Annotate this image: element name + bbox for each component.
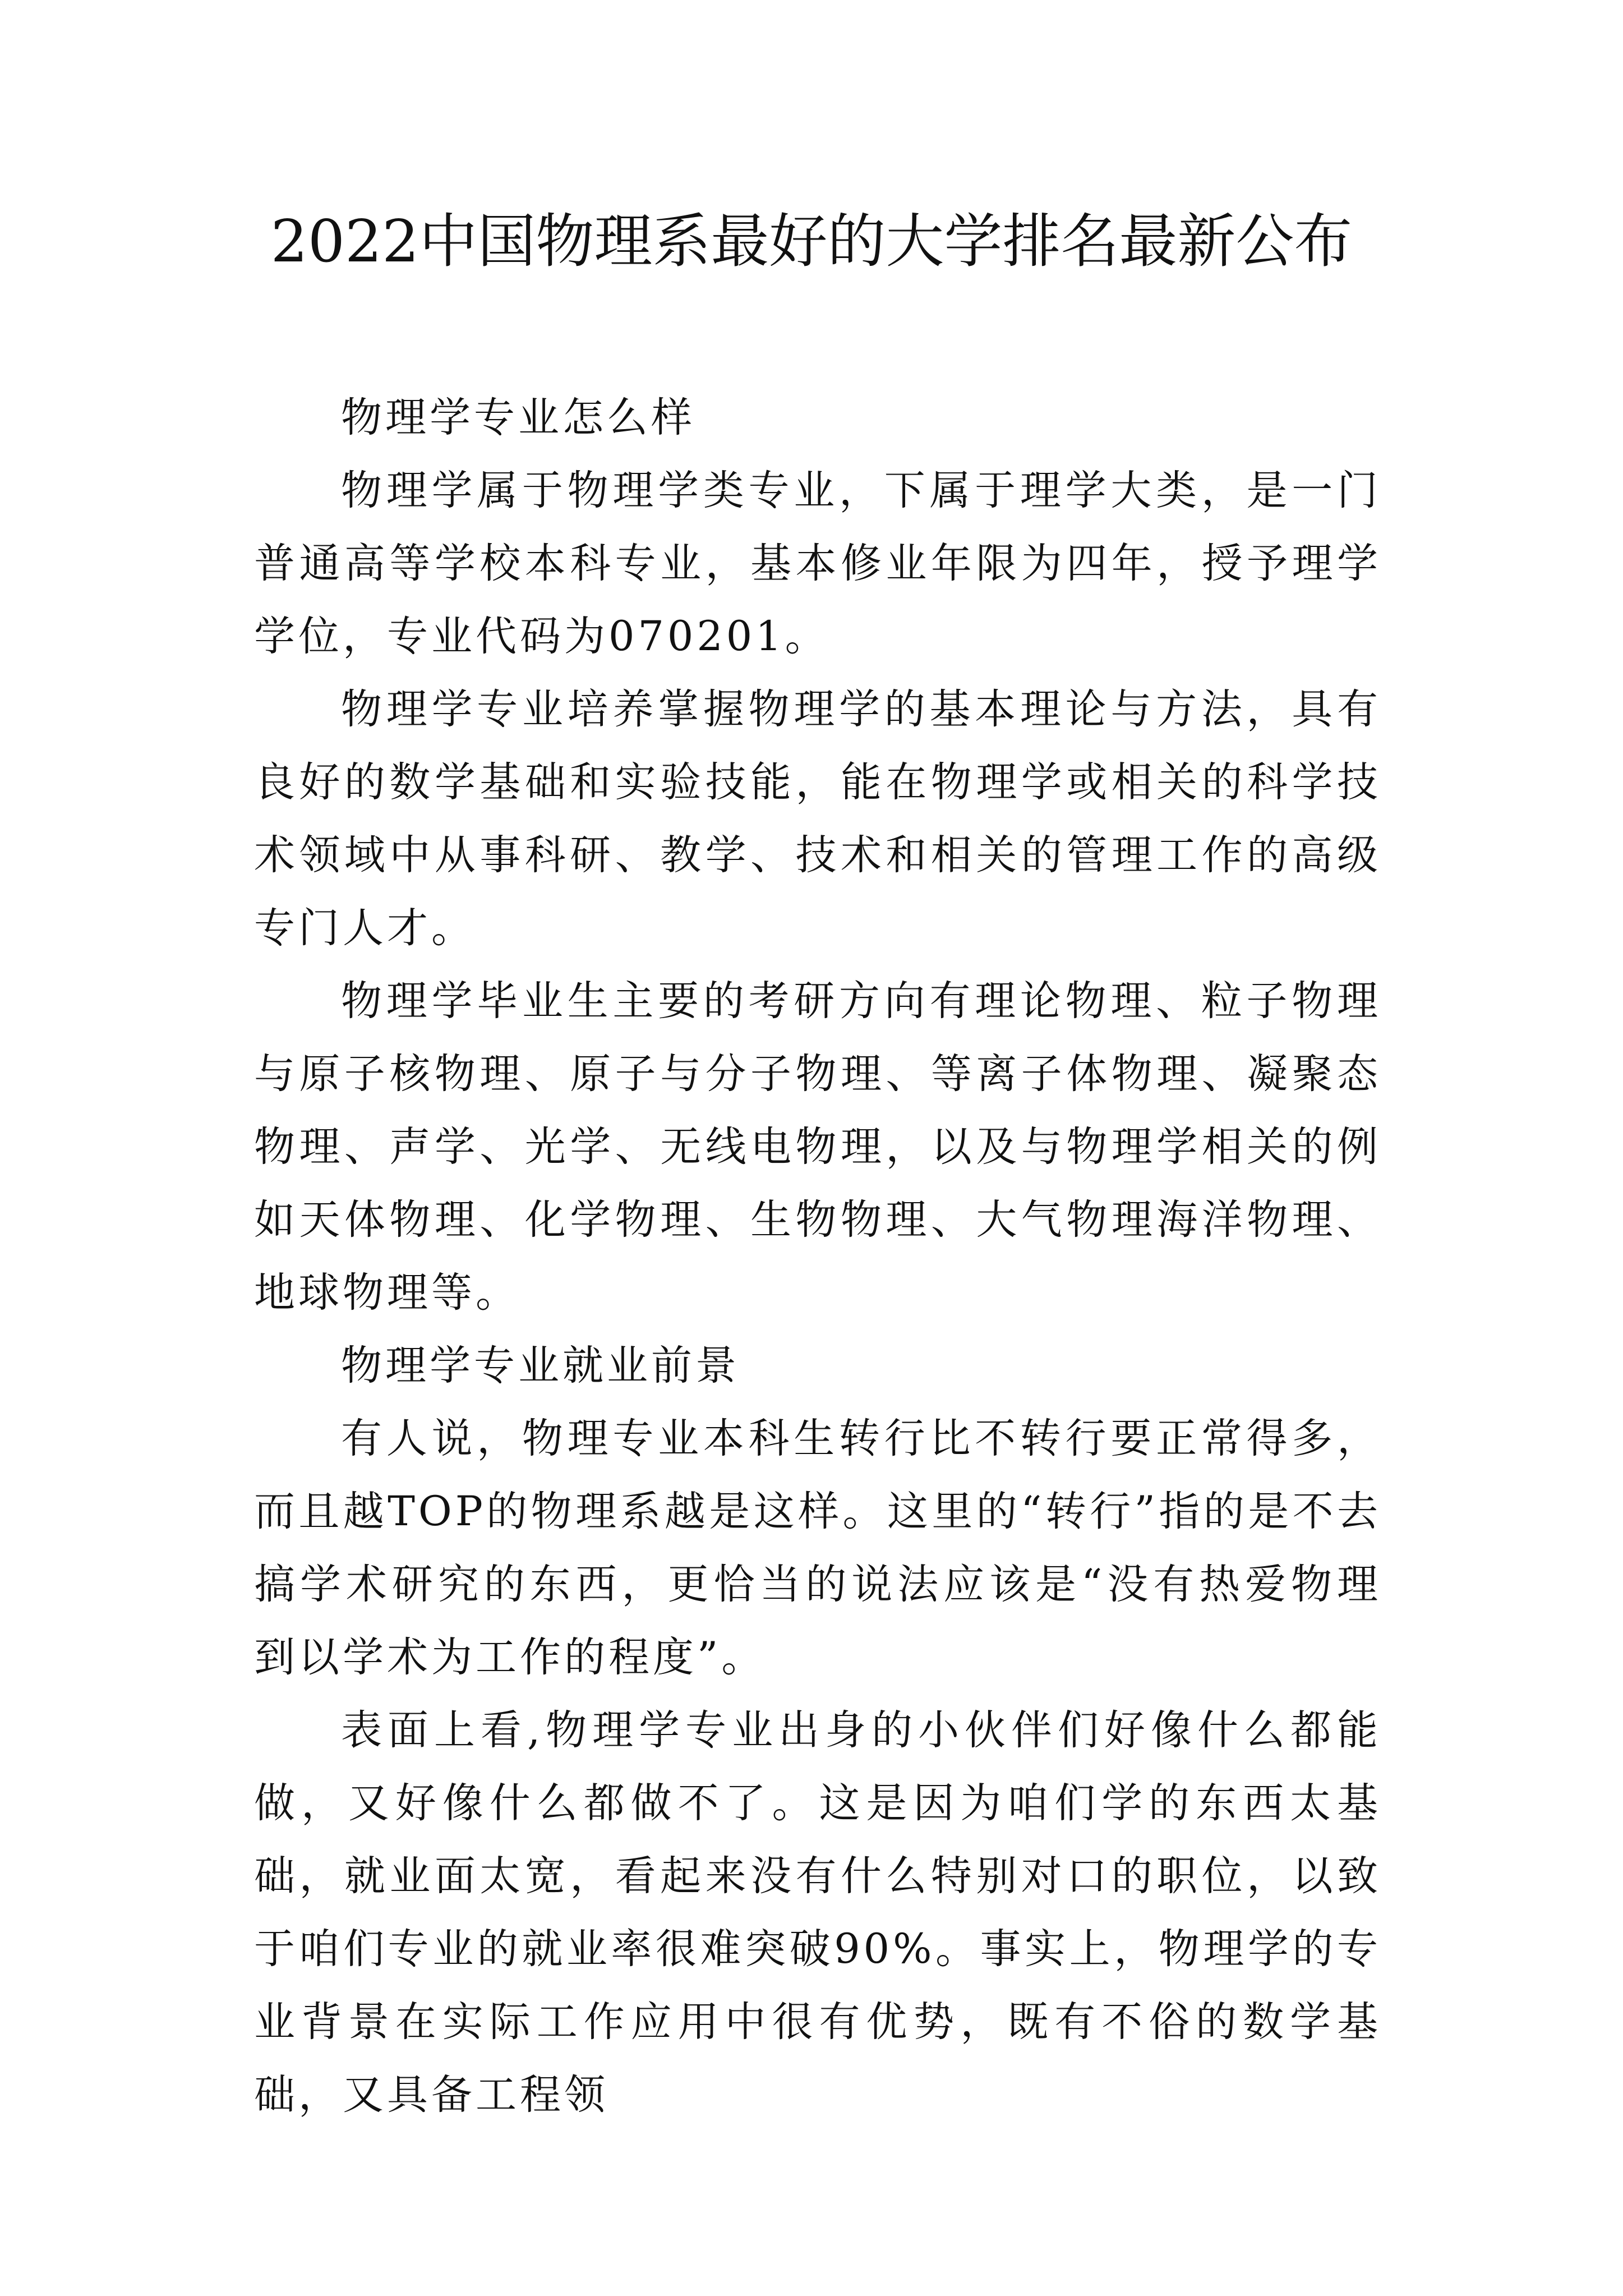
paragraph-employment-outlook: 表面上看,物理学专业出身的小伙伴们好像什么都能做，又好像什么都做不了。这是因为咱们学的东西太基础，就业面太宽，看起来没有什么特别对口的职位，以致于咱们专业的就业率很难突破90%。事实上，物理学的专业背景在实际工作应用中很有优势，既有不俗的数学基础，又具备工程领 — [254, 1706, 1381, 2119]
paragraph-training-goals: 物理学专业培养掌握物理学的基本理论与方法，具有良好的数学基础和实验技能，能在物理学或相关的科学技术领域中从事科研、教学、技术和相关的管理工作的高级专门人才。 — [254, 685, 1381, 952]
paragraph-graduate-directions: 物理学毕业生主要的考研方向有理论物理、粒子物理与原子核物理、原子与分子物理、等离子体物理、凝聚态物理、声学、光学、无线电物理，以及与物理学相关的例如天体物理、化学物理、生物物理、大气物理海洋物理、地球物理等。 — [254, 977, 1381, 1317]
paragraph-section-heading-career: 物理学专业就业前景 — [341, 1342, 740, 1389]
paragraph-major-overview: 物理学属于物理学类专业，下属于理学大类，是一门普通高等学校本科专业，基本修业年限为四年，授予理学学位，专业代码为070201。 — [254, 467, 1381, 660]
document-title: 2022中国物理系最好的大学排名最新公布 — [270, 207, 1353, 275]
paragraph-career-change: 有人说，物理专业本科生转行比不转行要正常得多，而且越TOP的物理系越是这样。这里的“转行”指的是不去搞学术研究的东西，更恰当的说法应该是“没有热爱物理到以学术为工作的程度”。 — [254, 1415, 1381, 1681]
paragraph-section-heading-major: 物理学专业怎么样 — [341, 394, 695, 441]
document-body — [254, 381, 1381, 2132]
